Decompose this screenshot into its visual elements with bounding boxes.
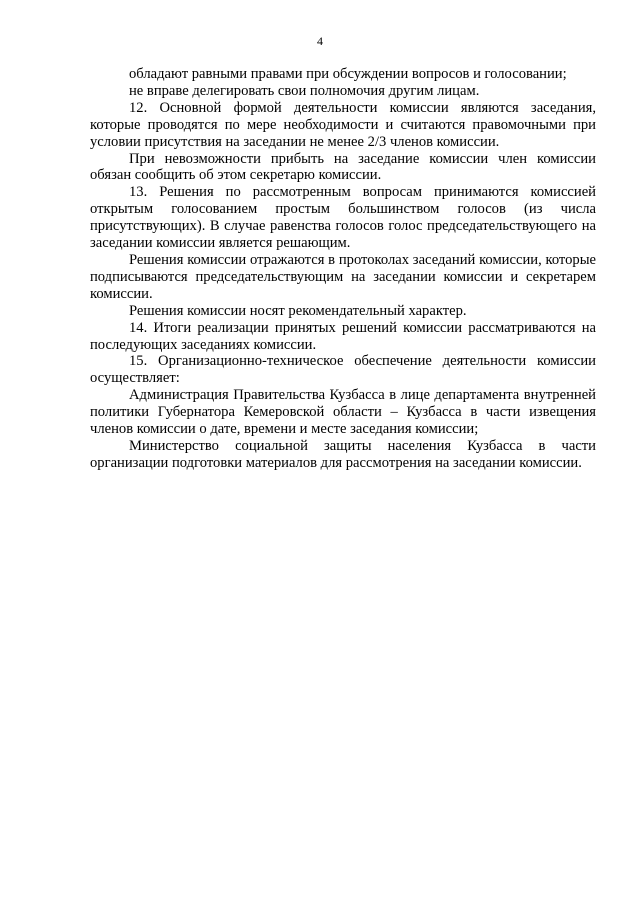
paragraph-13-voting: 13. Решения по рассмотренным вопросам принимаются комиссией открытым голосованием простым большинством голосов (из числа присутствующих). В случае равенства голосов голос председательствующего на заседании комиссии является решающим. (90, 184, 596, 252)
document-body (90, 66, 596, 472)
paragraph-ministry: Министерство социальной защиты населения Кузбасса в части организации подготовки материалов для рассмотрения на заседании комиссии. (90, 437, 596, 471)
paragraph-no-delegation: не вправе делегировать свои полномочия другим лицам. (129, 82, 480, 99)
paragraph-recommendatory: Решения комиссии носят рекомендательный характер. (129, 302, 467, 319)
paragraph-administration: Администрация Правительства Кузбасса в лице департамента внутренней политики Губернатора Кемеровской области – Кузбасса в части извещения членов комиссии о дате, времени и месте заседания комиссии; (90, 387, 596, 438)
paragraph-absence-notice: При невозможности прибыть на заседание комиссии член комиссии обязан сообщить об этом секретарю комиссии. (90, 150, 596, 184)
paragraph-15-support: 15. Организационно-техническое обеспечение деятельности комиссии осуществляет: (90, 353, 596, 387)
paragraph-protocols: Решения комиссии отражаются в протоколах заседаний комиссии, которые подписываются председательствующим на заседании комиссии и секретарем комиссии. (90, 251, 596, 302)
paragraph-equal-rights: обладают равными правами при обсуждении вопросов и голосовании; (129, 66, 567, 82)
paragraph-14-results: 14. Итоги реализации принятых решений комиссии рассматриваются на последующих заседаниях комиссии. (90, 319, 596, 353)
paragraph-12-meetings: 12. Основной формой деятельности комиссии являются заседания, которые проводятся по мере необходимости и считаются правомочными при условии присутствия на заседании не менее 2/3 членов комиссии. (90, 99, 596, 150)
page-number: 4 (317, 34, 323, 48)
